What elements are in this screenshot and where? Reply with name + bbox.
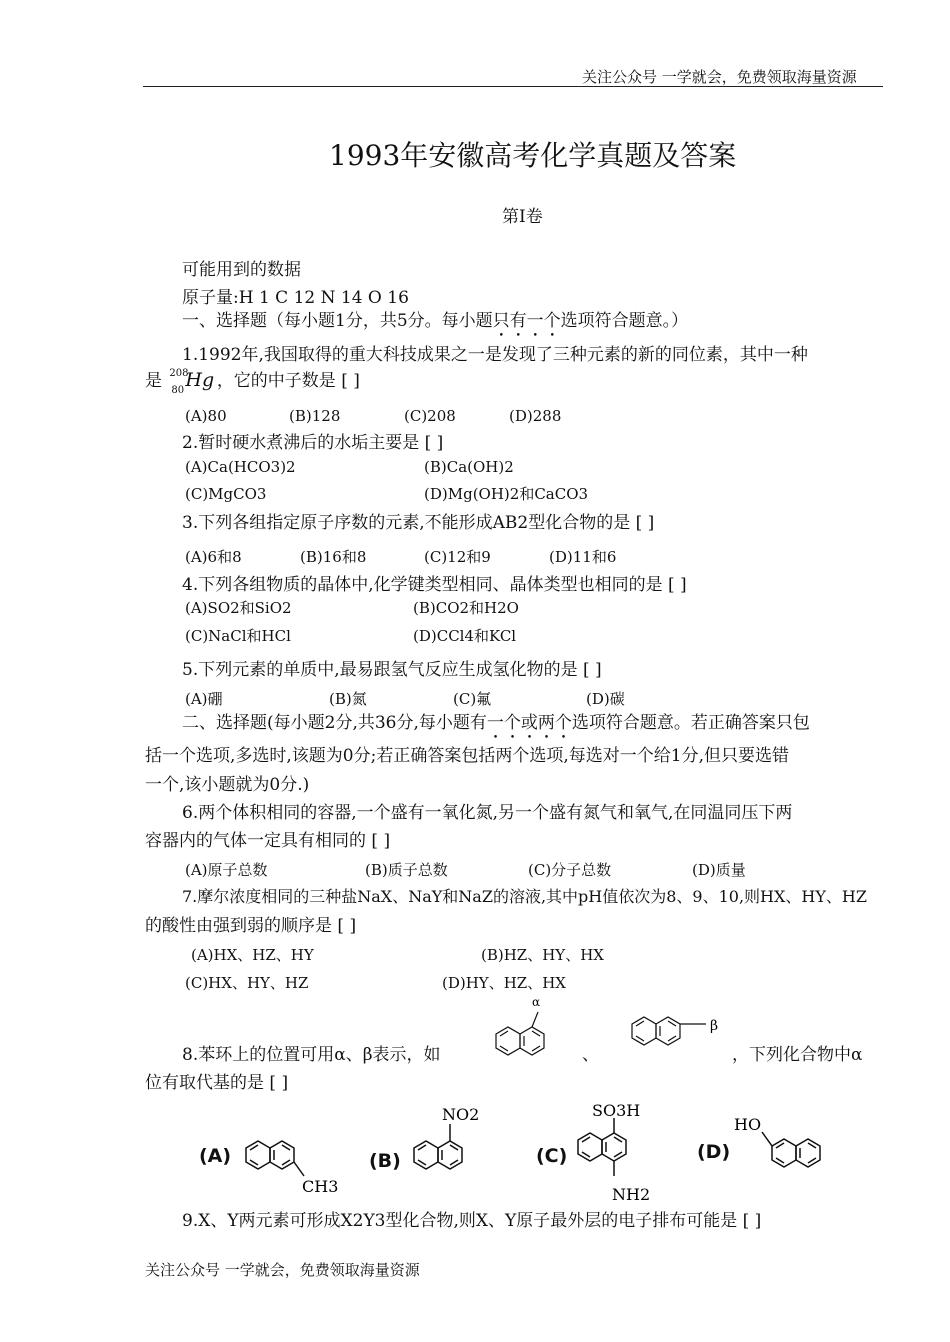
q7-line1: 7.摩尔浓度相同的三种盐NaX、NaY和NaZ的溶液,其中pH值依次为8、9、10,则HX、HY、HZ bbox=[182, 887, 867, 906]
q4-option-c: (C)NaCl和HCl bbox=[185, 627, 291, 645]
alpha-naphthalene-diagram bbox=[488, 990, 578, 1062]
q1-line2-a: 是 bbox=[145, 371, 162, 391]
q5-option-c: (C)氟 bbox=[453, 690, 492, 708]
q9-stem: 9.X、Y两元素可形成X2Y3型化合物,则X、Y原子最外层的电子排布可能是 [ ] bbox=[182, 1211, 762, 1231]
q1-option-a: (A)80 bbox=[185, 407, 227, 425]
section2-line1-emphasis: 一个或两个 bbox=[486, 713, 572, 733]
q4-option-b: (B)CO2和H2O bbox=[413, 599, 519, 617]
alpha-label: α bbox=[532, 995, 541, 1009]
q8-structure-d bbox=[730, 1110, 840, 1176]
section2-line1-a: 二、选择题(每小题2分,共36分,每小题有 bbox=[182, 713, 487, 733]
q1-option-c: (C)208 bbox=[404, 407, 456, 425]
q7-option-b: (B)HZ、HY、HX bbox=[481, 946, 604, 964]
q1-line2 bbox=[145, 367, 360, 396]
q6-line2: 容器内的气体一定具有相同的 [ ] bbox=[145, 831, 391, 851]
q8-line1-a: 8.苯环上的位置可用α、β表示，如 bbox=[182, 1045, 441, 1065]
data-label: 可能用到的数据 bbox=[182, 260, 301, 280]
section2-line1-c: 选项符合题意。若正确答案只包 bbox=[571, 713, 810, 733]
q2-option-b: (B)Ca(OH)2 bbox=[424, 458, 514, 476]
volume-label: 第Ⅰ卷 bbox=[502, 207, 543, 227]
q8-option-b-label: (B) bbox=[369, 1150, 401, 1172]
q1-line1: 1.1992年,我国取得的重大科技成果之一是发现了三种元素的新的同位素，其中一种 bbox=[182, 345, 808, 365]
nuclide-number: 80 bbox=[171, 384, 185, 396]
q2-option-a: (A)Ca(HCO3)2 bbox=[185, 458, 296, 476]
beta-naphthalene-diagram bbox=[626, 1006, 736, 1066]
section2-line3: 一个,该小题就为0分.) bbox=[145, 775, 310, 795]
q6-line1: 6.两个体积相同的容器,一个盛有一氧化氮,另一个盛有氮气和氧气,在同温同压下两 bbox=[182, 803, 793, 823]
q2-stem: 2.暂时硬水煮沸后的水垢主要是 [ ] bbox=[182, 433, 444, 453]
section1-heading-a: 一、选择题（每小题1分，共5分。每小题 bbox=[182, 311, 493, 331]
q3-option-c: (C)12和9 bbox=[424, 548, 491, 566]
q4-option-a: (A)SO2和SiO2 bbox=[185, 599, 292, 617]
nuclide-mass: 208 bbox=[169, 367, 189, 379]
q8-option-a-label: (A) bbox=[199, 1145, 232, 1167]
q8-separator: 、 bbox=[582, 1045, 599, 1065]
nuclide-notation bbox=[167, 367, 215, 396]
q6-option-b: (B)质子总数 bbox=[365, 861, 448, 879]
section2-line2: 括一个选项,多选时,该题为0分;若正确答案包括两个选项,每选对一个给1分,但只要选错 bbox=[145, 746, 789, 766]
q8-a-substituent: CH3 bbox=[302, 1177, 339, 1196]
beta-label: β bbox=[710, 1018, 719, 1034]
atomic-mass-line: 原子量:H 1 C 12 N 14 O 16 bbox=[182, 288, 409, 308]
q3-stem: 3.下列各组指定原子序数的元素,不能形成AB2型化合物的是 [ ] bbox=[182, 513, 655, 533]
q6-option-d: (D)质量 bbox=[692, 861, 746, 879]
q2-option-d: (D)Mg(OH)2和CaCO3 bbox=[424, 485, 589, 503]
q8-d-substituent: HO bbox=[734, 1115, 762, 1134]
q3-option-b: (B)16和8 bbox=[300, 548, 367, 566]
page-header: 关注公众号 一学就会，免费领取海量资源 bbox=[582, 68, 857, 86]
q8-option-c-label: (C) bbox=[536, 1145, 568, 1167]
q3-option-a: (A)6和8 bbox=[185, 548, 242, 566]
q8-line2: 位有取代基的是 [ ] bbox=[145, 1073, 289, 1093]
header-rule bbox=[143, 86, 883, 87]
document-title: 1993年安徽高考化学真题及答案 bbox=[329, 139, 737, 172]
q7-option-d: (D)HY、HZ、HX bbox=[442, 974, 566, 992]
q6-option-a: (A)原子总数 bbox=[185, 861, 268, 879]
q5-option-a: (A)硼 bbox=[185, 690, 223, 708]
q8-option-d-label: (D) bbox=[697, 1141, 731, 1163]
section2-line1 bbox=[182, 712, 810, 743]
page-footer: 关注公众号 一学就会，免费领取海量资源 bbox=[145, 1261, 420, 1279]
q8-c-substituent-top: SO3H bbox=[592, 1101, 641, 1120]
section1-heading-emphasis: 只有一个 bbox=[492, 311, 561, 331]
q5-option-d: (D)碳 bbox=[586, 690, 625, 708]
q5-option-b: (B)氮 bbox=[329, 690, 367, 708]
q5-stem: 5.下列元素的单质中,最易跟氢气反应生成氢化物的是 [ ] bbox=[182, 660, 602, 680]
q8-structure-b bbox=[404, 1100, 504, 1180]
q1-option-b: (B)128 bbox=[289, 407, 341, 425]
q7-line2: 的酸性由强到弱的顺序是 [ ] bbox=[145, 916, 357, 936]
q4-option-d: (D)CCl4和KCl bbox=[413, 627, 517, 645]
q8-c-substituent-bottom: NH2 bbox=[612, 1185, 651, 1204]
q1-option-d: (D)288 bbox=[509, 407, 562, 425]
q8-b-substituent: NO2 bbox=[442, 1105, 480, 1124]
q8-structure-c bbox=[572, 1100, 672, 1210]
q6-option-c: (C)分子总数 bbox=[528, 861, 612, 879]
q1-line2-b: ，它的中子数是 [ ] bbox=[216, 371, 360, 391]
q7-option-a: (A)HX、HZ、HY bbox=[191, 946, 314, 964]
section1-heading bbox=[182, 310, 688, 341]
section1-heading-c: 选项符合题意。） bbox=[560, 311, 689, 331]
nuclide-symbol: Hg bbox=[185, 368, 215, 391]
q2-option-c: (C)MgCO3 bbox=[185, 485, 267, 503]
q7-option-c: (C)HX、HY、HZ bbox=[185, 974, 309, 992]
q3-option-d: (D)11和6 bbox=[549, 548, 617, 566]
q8-structure-a bbox=[240, 1130, 350, 1202]
q8-line1-b: ，下列化合物中α bbox=[732, 1045, 863, 1065]
q4-stem: 4.下列各组物质的晶体中,化学键类型相同、晶体类型也相同的是 [ ] bbox=[182, 575, 687, 595]
